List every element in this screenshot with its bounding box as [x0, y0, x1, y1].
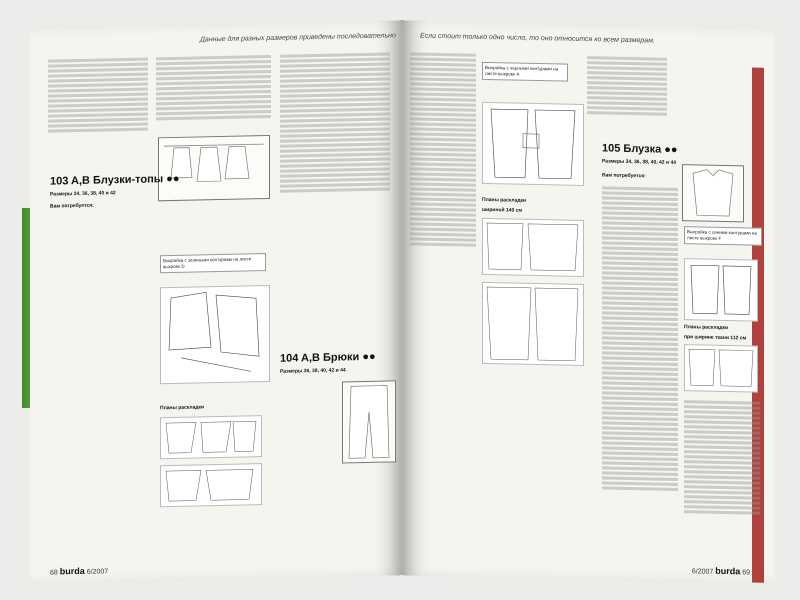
pattern-drawing-104: [483, 103, 583, 185]
cut-plans-105: Планы раскладки: [684, 324, 729, 332]
section-103-need: Вам потребуется:: [50, 202, 94, 210]
right-text-column-2: [587, 54, 667, 118]
blouse-drawing: [683, 165, 743, 221]
layout-plan-103a-drawing: [161, 416, 261, 458]
layout-plan-103b: [160, 463, 262, 507]
cut-plans-103: Планы раскладки: [160, 404, 205, 412]
layout-plan-104a-drawing: [483, 219, 583, 276]
pattern-drawing-105: [685, 259, 757, 321]
right-text-column-1: [410, 50, 476, 248]
section-105-title: 105 Блузка ●●: [602, 142, 678, 156]
pattern-diagram-103: [160, 285, 270, 384]
section-105-need: Вам потребуется:: [602, 172, 646, 180]
layout-plan-105-drawing: [685, 345, 757, 392]
right-page: [402, 20, 774, 583]
pattern-diagram-104: [482, 102, 584, 186]
text-column-3: [280, 50, 390, 194]
left-brand: burda: [59, 565, 85, 577]
contour-legend-f-text: Выкройка с синими контурами на листе выкроек F: [687, 229, 757, 241]
right-brand: burda: [715, 565, 741, 577]
magazine-spread: [30, 28, 780, 583]
blouse-illustration: [682, 164, 744, 222]
contour-legend-a-text: Выкройка с черными контурами на листе выкроек A: [485, 64, 559, 77]
left-page-number: 68: [50, 569, 58, 577]
section-104-title: 104 A,B Брюки ●●: [280, 350, 376, 365]
fabric-width-104: шириной 140 см: [482, 206, 523, 214]
layout-plan-104a: [482, 218, 584, 277]
left-issue: 6/2007: [86, 568, 109, 576]
right-issue: 6/2007: [691, 568, 714, 576]
tops-drawing: [159, 136, 269, 200]
trousers-drawing: [343, 381, 395, 462]
left-page: [30, 20, 402, 583]
contour-legend-f: [684, 226, 762, 246]
text-column-1: [48, 56, 148, 135]
right-page-number: 69: [742, 569, 750, 577]
section-103-title: 103 A,B Блузки-топы ●●: [50, 172, 180, 188]
right-text-column-3: [602, 184, 678, 493]
contour-legend-d-text: Выкройка с зелеными контурами на листе выкроек D: [163, 256, 252, 270]
layout-plan-103a: [160, 415, 262, 459]
contour-legend-d: [160, 253, 266, 273]
layout-plan-103b-drawing: [161, 464, 261, 506]
pattern-drawing-103: [161, 286, 269, 383]
layout-plan-104b-drawing: [483, 283, 583, 365]
pattern-diagram-105: [684, 258, 758, 322]
cut-plans-104: Планы раскладки: [482, 196, 527, 204]
section-105-sizes: Размеры 34, 36, 38, 40, 42 и 44: [602, 158, 676, 166]
left-footer: [50, 565, 108, 576]
layout-plan-105: [684, 344, 758, 393]
trousers-illustration: [342, 380, 396, 463]
right-text-column-4: [684, 398, 760, 517]
fabric-width-105: при ширине ткани 112 см: [684, 334, 747, 342]
section-104-sizes: Размеры 36, 38, 40, 42 и 44: [280, 367, 346, 375]
header-right-text: Если стоит только одно число, то оно относится ко всем размерам.: [420, 32, 655, 45]
right-footer: [692, 565, 750, 576]
section-103-sizes: Размеры 34, 36, 38, 40 и 42: [50, 190, 116, 198]
header-left-text: Данные для разных размеров приведены последовательно: [200, 32, 396, 44]
layout-plan-104b: [482, 282, 584, 366]
contour-legend-a: [482, 62, 568, 82]
text-column-2: [156, 53, 271, 122]
tops-illustration: [158, 135, 270, 201]
